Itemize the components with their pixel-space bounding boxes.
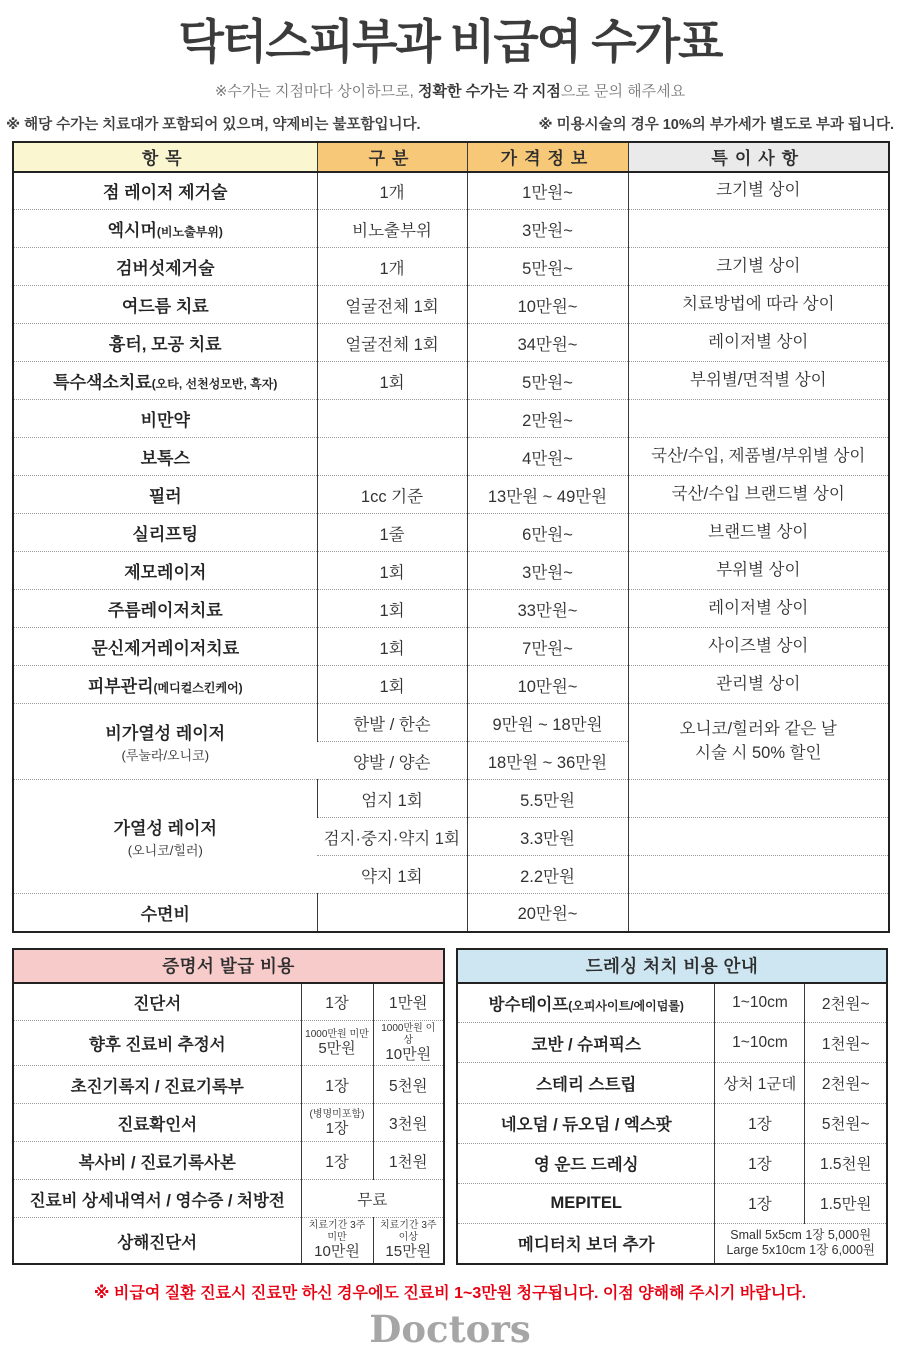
cell-value: 15만원 [385,1243,432,1261]
subtitle-note [0,80,900,101]
unit-cell: 약지 1회 [317,856,467,894]
unit-cell: 1장 [715,1183,805,1223]
table-row [13,172,889,210]
table-row [457,1023,887,1063]
item-name: 특수색소치료 [53,373,152,393]
unit-cell: 1장 [301,1142,373,1180]
item-cell [457,983,715,1023]
note-cell: 사이즈별 상이 [628,628,889,666]
item-name: 향후 진료비 추정서 [88,1036,226,1055]
price-cell: 34만원~ [467,324,628,362]
unit-cell: 1회 [317,628,467,666]
cell-condition-label: 1000만원 미만 [305,1028,369,1040]
item-inline-label: (오타, 선천성모반, 흑자) [151,377,278,392]
unit-cell: 1장 [715,1103,805,1143]
note-left: ※ 해당 수가는 치료대가 포함되어 있으며, 약제비는 불포함입니다. [6,116,421,133]
unit-cell: 얼굴전체 1회 [317,286,467,324]
unit-cell: 비노출부위 [317,210,467,248]
price-cell: 33만원~ [467,590,628,628]
table-row [13,1021,444,1066]
table-row [13,894,889,932]
item-name: 수면비 [140,904,190,924]
item-cell [13,1142,301,1180]
price-cell: 3천원 [373,1104,444,1142]
item-name: 제모레이저 [124,563,207,583]
note-cell: 치료방법에 따라 상이 [628,286,889,324]
table-row [13,400,889,438]
subtitle-suffix: 으로 문의 해주세요 [560,82,686,100]
item-cell [13,552,317,590]
price-cell: 5천원 [373,1066,444,1104]
item-subline-label: (루눌라/오니코) [121,748,210,764]
table-row [13,514,889,552]
table-row [13,210,889,248]
note-cell [628,780,889,818]
item-cell [13,1180,301,1218]
item-name: 진료비 상세내역서 / 영수증 / 처방전 [29,1191,285,1210]
price-cell: 5.5만원 [467,780,628,818]
table-row [13,362,889,400]
item-name: 코반 / 슈퍼픽스 [531,1035,641,1054]
note-cell: 부위별 상이 [628,552,889,590]
price-cell: 1.5만원 [805,1183,887,1223]
table-row [13,1218,444,1264]
item-cell [13,983,301,1021]
price-cell: 5만원~ [467,248,628,286]
item-name: 진료확인서 [117,1115,198,1134]
price-cell: 1천원~ [805,1023,887,1063]
item-cell [13,1104,301,1142]
cell-value: 10만원 [314,1243,360,1261]
unit-cell: 1개 [317,172,467,210]
item-cell [13,1218,301,1264]
warning-prefix: ※ 비급여 질환 진료시 진료만 하신 경우에도 [93,1284,404,1302]
price-cell: 3만원~ [467,552,628,590]
item-cell [13,286,317,324]
note-cell [628,894,889,932]
unit-cell [301,1021,373,1066]
table-row [13,286,889,324]
item-cell [13,400,317,438]
table-row [457,1224,887,1264]
subtitle-bold: 정확한 수가는 각 지점 [417,82,561,100]
main-table-header-row [13,142,889,172]
item-name: 방수테이프 [488,996,569,1014]
item-cell [13,628,317,666]
item-cell [13,894,317,932]
price-cell: 13만원 ~ 49만원 [467,476,628,514]
price-cell: 6만원~ [467,514,628,552]
note-cell: 브랜드별 상이 [628,514,889,552]
table-row [13,476,889,514]
table-row [13,248,889,286]
item-cell [457,1183,715,1223]
unit-cell [301,1218,373,1264]
item-name: 메디터치 보더 추가 [517,1236,655,1255]
note-cell: 오니코/힐러와 같은 날 시술 시 50% 할인 [628,704,889,780]
item-name: 흉터, 모공 치료 [108,335,222,355]
price-cell: 1만원 [373,983,444,1021]
unit-cell: 검지·중지·약지 1회 [317,818,467,856]
price-cell: 1만원~ [467,172,628,210]
item-cell [13,248,317,286]
unit-cell [317,438,467,476]
note-cell: 크기별 상이 [628,172,889,210]
warning-suffix: 청구됩니다. 이점 양해해 주시기 바랍니다. [512,1284,807,1302]
column-header-note: 특이사항 [628,142,889,172]
item-name: 비가열성 레이저 [105,724,226,744]
price-cell: 3.3만원 [467,818,628,856]
table-row [13,1066,444,1104]
item-cell [13,438,317,476]
unit-cell: 1cc 기준 [317,476,467,514]
item-cell [13,1066,301,1104]
item-cell [13,1021,301,1066]
cell-condition-label: 치료기간 3주이상 [379,1220,437,1243]
cell-value: 5만원 [318,1040,356,1058]
note-cell: 레이저별 상이 [628,590,889,628]
main-price-table [12,141,890,933]
item-cell [457,1023,715,1063]
item-inline-label: (메디컬스킨케어) [153,681,243,696]
table-row [457,1103,887,1143]
bottom-tables [12,948,888,1265]
price-cell: 7만원~ [467,628,628,666]
price-cell: 1천원 [373,1142,444,1180]
unit-cell: 1회 [317,590,467,628]
note-cell: 국산/수입, 제품별/부위별 상이 [628,438,889,476]
column-header-gubun: 구분 [317,142,467,172]
item-name: 네오덤 / 듀오덤 / 엑스팟 [500,1116,672,1135]
item-cell [13,704,317,780]
note-cell: 부위별/면적별 상이 [628,362,889,400]
table-row [13,1104,444,1142]
item-cell [13,514,317,552]
item-cell [457,1103,715,1143]
item-cell [13,780,317,894]
unit-cell: 1개 [317,248,467,286]
price-cell: 4만원~ [467,438,628,476]
price-cell [373,1218,444,1264]
unit-cell: 1장 [301,983,373,1021]
item-cell [457,1063,715,1103]
note-cell: 레이저별 상이 [628,324,889,362]
cell-condition-label: 1000만원 이상 [381,1023,436,1046]
table-row [457,983,887,1023]
notes-row [0,113,900,134]
item-name: 점 레이저 제거술 [103,183,228,203]
column-header-item: 항목 [13,142,317,172]
price-cell: 2만원~ [467,400,628,438]
table-row [13,324,889,362]
unit-cell: 1~10cm [715,983,805,1023]
price-cell: 18만원 ~ 36만원 [467,742,628,780]
item-name: 여드름 치료 [121,297,209,317]
table-row [13,628,889,666]
note-cell: 관리별 상이 [628,666,889,704]
doctors-logo: Doctors [369,1306,531,1351]
cell-value: 10만원 [385,1046,432,1064]
price-cell: 3만원~ [467,210,628,248]
price-cell: 9만원 ~ 18만원 [467,704,628,742]
unit-cell: 1장 [715,1143,805,1183]
table-row [13,983,444,1021]
warning-note [0,1280,900,1303]
table-row [457,1063,887,1103]
unit-cell: 1회 [317,362,467,400]
table-row [13,552,889,590]
unit-cell: 상처 1군데 [715,1063,805,1103]
unit-cell: 양발 / 양손 [317,742,467,780]
item-name: 상해진단서 [117,1233,198,1252]
price-cell: 2천원~ [805,983,887,1023]
item-name: 가열성 레이저 [113,819,217,839]
item-name: 문신제거레이저치료 [91,639,240,659]
item-cell [13,590,317,628]
price-cell: 10만원~ [467,286,628,324]
table-subrow [13,780,889,818]
cell-value: 1장 [325,1120,349,1138]
item-name: 진단서 [133,994,182,1013]
unit-cell: 1줄 [317,514,467,552]
table-row [457,1183,887,1223]
item-cell [13,362,317,400]
page-title: 닥터스피부과 비급여 수가표 [178,15,722,68]
dressing-table-title: 드레싱 처치 비용 안내 [457,949,887,983]
table-row [13,438,889,476]
unit-cell [317,894,467,932]
item-name: MEPITEL [550,1193,622,1212]
table-row [13,1142,444,1180]
price-cell: 2.2만원 [467,856,628,894]
cell-condition-label: (병명미포함) [309,1108,365,1120]
note-cell [628,210,889,248]
item-name: 영 운드 드레싱 [533,1156,639,1175]
table-subrow [13,704,889,742]
item-subline-label: (오니코/힐러) [127,843,203,859]
price-cell: 20만원~ [467,894,628,932]
item-cell [13,476,317,514]
unit-cell: 1장 [301,1066,373,1104]
price-cell: 5만원~ [467,362,628,400]
certificate-fee-table [12,948,445,1265]
unit-cell [317,400,467,438]
certificate-table-title: 증명서 발급 비용 [13,949,444,983]
warning-bold: 진료비 1~3만원 [403,1284,513,1302]
item-cell [13,324,317,362]
dressing-fee-table [456,948,888,1265]
note-cell: 국산/수입 브랜드별 상이 [628,476,889,514]
item-name: 엑시머 [107,221,157,241]
unit-cell: 1~10cm [715,1023,805,1063]
unit-cell [301,1104,373,1142]
fee-cell: 무료 [301,1180,444,1218]
cell-condition-label: 치료기간 3주미만 [308,1220,366,1243]
unit-cell: 한발 / 한손 [317,704,467,742]
item-name: 보톡스 [140,449,190,469]
item-name: 복사비 / 진료기록사본 [78,1153,236,1172]
item-name: 초진기록지 / 진료기록부 [70,1077,244,1096]
item-inline-label: (비노출부위) [156,225,223,240]
item-cell [13,210,317,248]
note-cell [628,856,889,894]
item-name: 스테리 스트립 [536,1076,637,1095]
item-name: 검버섯제거술 [115,259,215,279]
note-cell [628,818,889,856]
item-name: 주름레이저치료 [107,601,223,621]
item-name: 실리프팅 [132,525,199,545]
unit-cell: 1회 [317,666,467,704]
item-name: 필러 [148,487,182,507]
item-cell [13,666,317,704]
unit-cell: 얼굴전체 1회 [317,324,467,362]
subtitle-prefix: ※수가는 지점마다 상이하므로, [214,82,418,100]
unit-cell: 엄지 1회 [317,780,467,818]
item-cell [457,1224,715,1264]
table-row [13,590,889,628]
fee-cell: Small 5x5cm 1장 5,000원 Large 5x10cm 1장 6,000원 [715,1224,887,1264]
note-cell [628,400,889,438]
item-cell [13,172,317,210]
table-row [13,1180,444,1218]
price-cell: 5천원~ [805,1103,887,1143]
note-right: ※ 미용시술의 경우 10%의 부가세가 별도로 부과 됩니다. [538,116,894,133]
price-cell [373,1021,444,1066]
column-header-price: 가격정보 [467,142,628,172]
note-cell: 크기별 상이 [628,248,889,286]
item-inline-label: (오피사이트/에이덤롤) [568,999,684,1013]
item-cell [457,1143,715,1183]
table-row [457,1143,887,1183]
unit-cell: 1회 [317,552,467,590]
item-name: 피부관리 [87,677,154,697]
price-cell: 1.5천원 [805,1143,887,1183]
table-row [13,666,889,704]
price-cell: 2천원~ [805,1063,887,1103]
price-cell: 10만원~ [467,666,628,704]
item-name: 비만약 [140,411,190,431]
